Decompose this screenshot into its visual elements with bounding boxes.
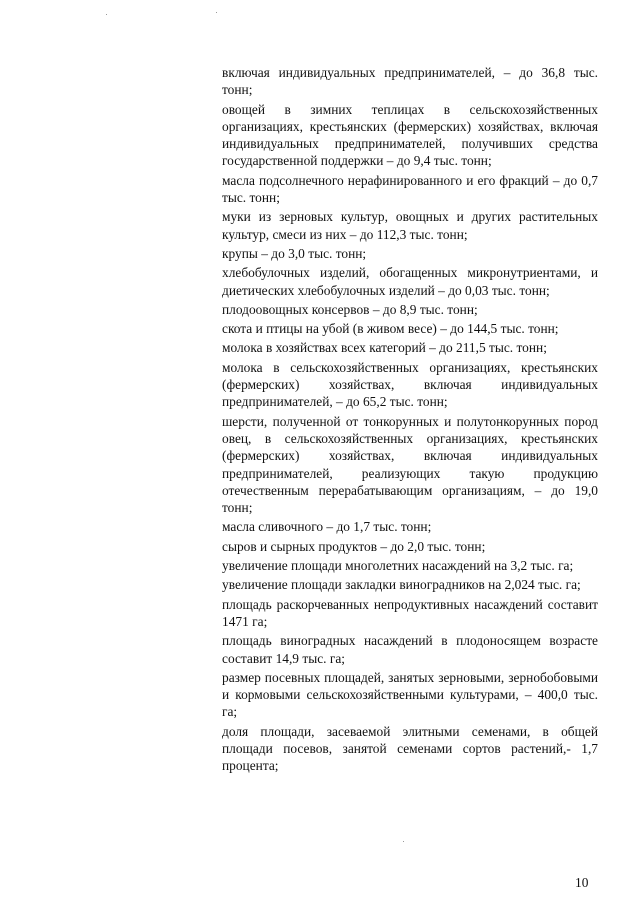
list-item: плодоовощных консервов – до 8,9 тыс. тонн; (222, 301, 478, 317)
list-item: доля площади, засеваемой элитными семенами, в общей площади посевов, занятой семенами сортов растений,- 1,7 процента; (222, 723, 598, 774)
list-item: молока в сельскохозяйственных организациях, крестьянских (фермерских) хозяйствах, включая индивидуальных предпринимателей, – до 65,2 тыс. тонн; (222, 359, 598, 410)
list-item: скота и птицы на убой (в живом весе) – до 144,5 тыс. тонн; (222, 321, 559, 337)
list-item: увеличение площади многолетних насаждений на 3,2 тыс. га; (222, 558, 574, 574)
list-item: муки из зерновых культур, овощных и других растительных культур, смеси из них – до 112,3 тыс. тонн; (222, 209, 598, 242)
list-item: масла сливочного – до 1,7 тыс. тонн; (222, 519, 432, 535)
list-item: увеличение площади закладки виноградников на 2,024 тыс. га; (222, 577, 581, 593)
list-item: сыров и сырных продуктов – до 2,0 тыс. тонн; (222, 538, 486, 554)
list-item: хлебобулочных изделий, обогащенных микронутриентами, и диетических хлебобулочных изделий – до 0,03 тыс. тонн; (222, 265, 598, 298)
list-item: масла подсолнечного нерафинированного и его фракций – до 0,7 тыс. тонн; (222, 172, 598, 206)
list-item: площадь виноградных насаждений в плодоносящем возрасте составит 14,9 тыс. га; (222, 633, 598, 666)
list-item: шерсти, полученной от тонкорунных и полутонкорунных пород овец, в сельскохозяйственных организациях, крестьянских (фермерских) хозяйствах, включая индивидуальных предпринимателей, реализующих такую продукцию отечественным перерабатывающим организациям, – до 19,0 тонн; (222, 413, 598, 516)
document-body (222, 64, 598, 777)
list-item: молока в хозяйствах всех категорий – до 211,5 тыс. тонн; (222, 340, 547, 356)
scan-speck (106, 14, 107, 15)
list-item: размер посевных площадей, занятых зерновыми, зернобобовыми и кормовыми сельскохозяйственными культурами, – 400,0 тыс. га; (222, 669, 598, 720)
scan-speck (403, 841, 404, 842)
page-number: 10 (575, 875, 589, 890)
list-item: площадь раскорчеванных непродуктивных насаждений составит 1471 га; (222, 596, 598, 629)
scan-speck (216, 12, 217, 13)
list-item: овощей в зимних теплицах в сельскохозяйственных организациях, крестьянских (фермерских) хозяйствах, включая индивидуальных предпринимателей, получивших средства государственной поддержки – до 9,4 тыс. тонн; (222, 101, 598, 169)
list-item: включая индивидуальных предпринимателей, – до 36,8 тыс. тонн; (222, 65, 598, 98)
list-item: крупы – до 3,0 тыс. тонн; (222, 245, 367, 261)
